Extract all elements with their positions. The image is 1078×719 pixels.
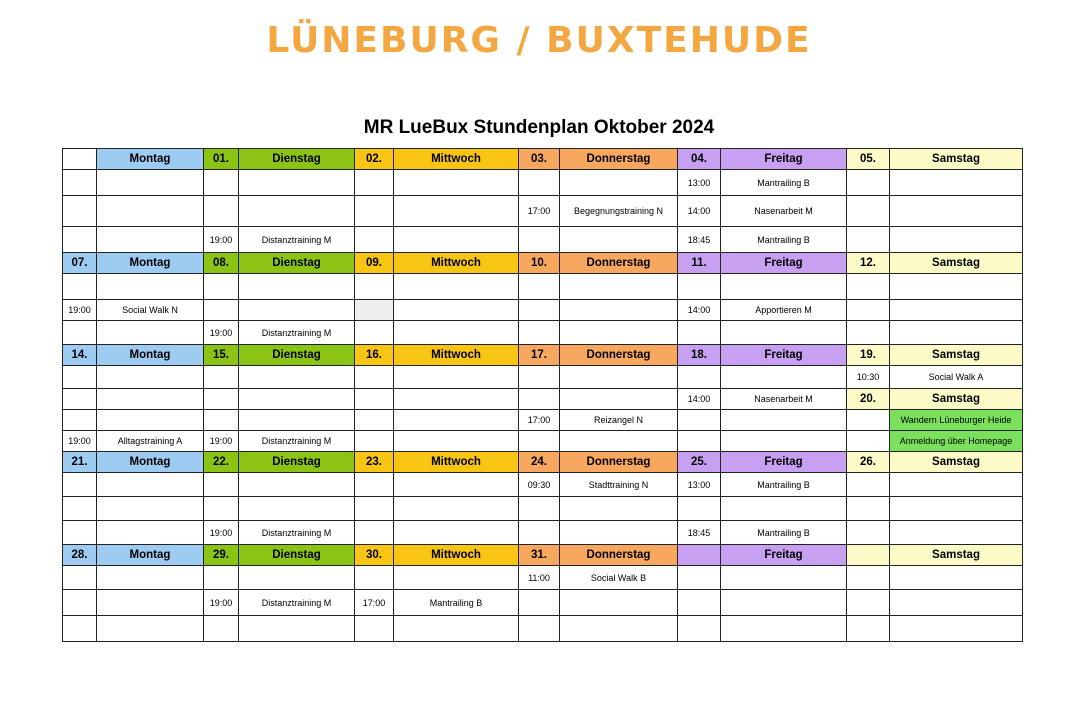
time-cell <box>63 590 97 616</box>
event-cell <box>560 431 678 452</box>
event-cell <box>890 274 1023 300</box>
table-row <box>63 300 1023 321</box>
time-cell: 11:00 <box>519 566 560 590</box>
time-cell <box>519 497 560 521</box>
time-cell <box>204 566 239 590</box>
event-cell: Mantrailing B <box>721 473 847 497</box>
event-cell <box>560 321 678 345</box>
week-header-row <box>63 345 1023 366</box>
time-cell <box>63 274 97 300</box>
time-cell <box>63 497 97 521</box>
event-cell: Reizangel N <box>560 410 678 431</box>
time-cell <box>678 366 721 389</box>
time-cell <box>355 389 394 410</box>
event-cell <box>394 274 519 300</box>
time-cell: 14:00 <box>678 196 721 227</box>
event-cell <box>239 300 355 321</box>
event-cell <box>239 616 355 642</box>
time-cell <box>847 616 890 642</box>
event-cell: Social Walk A <box>890 366 1023 389</box>
date-cell-dienstag: 01. <box>204 149 239 170</box>
event-cell <box>239 410 355 431</box>
event-cell <box>97 274 204 300</box>
time-cell <box>63 473 97 497</box>
weekday-header-samstag: Samstag <box>890 389 1023 410</box>
event-cell <box>394 389 519 410</box>
time-cell: 19:00 <box>63 431 97 452</box>
time-cell <box>847 590 890 616</box>
weekday-header-dienstag: Dienstag <box>239 253 355 274</box>
time-cell <box>63 616 97 642</box>
event-cell <box>97 473 204 497</box>
time-cell <box>847 274 890 300</box>
event-cell <box>394 431 519 452</box>
time-cell: 14:00 <box>678 300 721 321</box>
table-row <box>63 389 1023 410</box>
event-cell: Distanztraining M <box>239 431 355 452</box>
time-cell <box>847 227 890 253</box>
event-cell <box>890 321 1023 345</box>
date-cell-samstag <box>847 545 890 566</box>
event-cell: Begegnungstraining N <box>560 196 678 227</box>
time-cell <box>355 521 394 545</box>
weekday-header-samstag: Samstag <box>890 452 1023 473</box>
weekday-header-mittwoch: Mittwoch <box>394 452 519 473</box>
event-cell <box>560 521 678 545</box>
time-cell <box>355 274 394 300</box>
time-cell: 17:00 <box>519 196 560 227</box>
weekday-header-freitag: Freitag <box>721 452 847 473</box>
table-row <box>63 566 1023 590</box>
date-cell-montag: 21. <box>63 452 97 473</box>
event-cell: Distanztraining M <box>239 321 355 345</box>
event-cell <box>97 389 204 410</box>
event-cell <box>890 300 1023 321</box>
event-cell <box>890 473 1023 497</box>
time-cell <box>63 170 97 196</box>
event-cell <box>97 227 204 253</box>
event-cell: Mantrailing B <box>721 227 847 253</box>
weekday-header-donnerstag: Donnerstag <box>560 345 678 366</box>
table-row <box>63 410 1023 431</box>
time-cell <box>678 590 721 616</box>
event-cell: Wandern Lüneburger Heide <box>890 410 1023 431</box>
time-cell <box>355 170 394 196</box>
weekday-header-montag: Montag <box>97 452 204 473</box>
time-cell <box>847 521 890 545</box>
time-cell <box>678 321 721 345</box>
time-cell: 13:00 <box>678 170 721 196</box>
time-cell: 14:00 <box>678 389 721 410</box>
time-cell: 19:00 <box>204 431 239 452</box>
weekday-header-dienstag: Dienstag <box>239 545 355 566</box>
event-cell <box>890 497 1023 521</box>
weekday-header-freitag: Freitag <box>721 545 847 566</box>
table-row <box>63 521 1023 545</box>
time-cell <box>519 366 560 389</box>
time-cell <box>355 410 394 431</box>
event-cell: Distanztraining M <box>239 590 355 616</box>
time-cell <box>678 616 721 642</box>
time-cell <box>519 227 560 253</box>
time-cell <box>204 170 239 196</box>
date-cell-dienstag: 22. <box>204 452 239 473</box>
time-cell <box>847 497 890 521</box>
weekday-header-mittwoch: Mittwoch <box>394 345 519 366</box>
weekday-header-samstag: Samstag <box>890 253 1023 274</box>
time-cell <box>847 473 890 497</box>
event-cell <box>890 227 1023 253</box>
time-cell <box>678 431 721 452</box>
time-cell <box>847 170 890 196</box>
time-cell <box>678 497 721 521</box>
event-cell: Distanztraining M <box>239 227 355 253</box>
weekday-header-montag: Montag <box>97 345 204 366</box>
date-cell-montag: 07. <box>63 253 97 274</box>
time-cell <box>519 300 560 321</box>
date-cell-mittwoch: 23. <box>355 452 394 473</box>
date-cell-freitag: 18. <box>678 345 721 366</box>
date-cell-donnerstag: 03. <box>519 149 560 170</box>
time-cell <box>355 300 394 321</box>
time-cell <box>355 497 394 521</box>
time-cell <box>355 227 394 253</box>
weekday-header-donnerstag: Donnerstag <box>560 452 678 473</box>
date-cell-freitag: 04. <box>678 149 721 170</box>
time-cell: 19:00 <box>204 521 239 545</box>
time-cell <box>519 321 560 345</box>
event-cell: Mantrailing B <box>394 590 519 616</box>
time-cell: 10:30 <box>847 366 890 389</box>
event-cell <box>560 590 678 616</box>
table-row <box>63 497 1023 521</box>
event-cell <box>394 366 519 389</box>
event-cell <box>239 566 355 590</box>
time-cell <box>847 431 890 452</box>
time-cell <box>678 410 721 431</box>
table-row <box>63 616 1023 642</box>
event-cell <box>239 497 355 521</box>
event-cell <box>239 170 355 196</box>
date-cell-dienstag: 15. <box>204 345 239 366</box>
event-cell <box>721 616 847 642</box>
table-row <box>63 590 1023 616</box>
event-cell <box>721 590 847 616</box>
event-cell <box>97 321 204 345</box>
weekday-header-montag: Montag <box>97 149 204 170</box>
event-cell <box>394 497 519 521</box>
event-cell <box>890 616 1023 642</box>
date-cell-freitag: 11. <box>678 253 721 274</box>
time-cell <box>63 321 97 345</box>
time-cell <box>847 196 890 227</box>
time-cell <box>355 196 394 227</box>
event-cell <box>239 274 355 300</box>
event-cell <box>394 410 519 431</box>
event-cell <box>394 521 519 545</box>
table-row <box>63 366 1023 389</box>
date-cell-donnerstag: 17. <box>519 345 560 366</box>
date-cell-freitag: 25. <box>678 452 721 473</box>
date-cell-samstag: 20. <box>847 389 890 410</box>
date-cell-donnerstag: 31. <box>519 545 560 566</box>
time-cell <box>847 321 890 345</box>
time-cell <box>355 566 394 590</box>
time-cell <box>204 497 239 521</box>
event-cell <box>721 431 847 452</box>
table-row <box>63 431 1023 452</box>
weekday-header-freitag: Freitag <box>721 253 847 274</box>
date-cell-mittwoch: 02. <box>355 149 394 170</box>
weekday-header-samstag: Samstag <box>890 345 1023 366</box>
time-cell: 17:00 <box>355 590 394 616</box>
table-row <box>63 473 1023 497</box>
event-cell <box>394 196 519 227</box>
time-cell <box>63 566 97 590</box>
event-cell <box>560 170 678 196</box>
event-cell <box>560 227 678 253</box>
date-cell-dienstag: 08. <box>204 253 239 274</box>
brand-logo: LÜNEBURG / BUXTEHUDE <box>266 20 812 61</box>
weekday-header-montag: Montag <box>97 545 204 566</box>
time-cell: 18:45 <box>678 521 721 545</box>
time-cell: 18:45 <box>678 227 721 253</box>
time-cell: 19:00 <box>204 321 239 345</box>
time-cell <box>519 389 560 410</box>
weekday-header-samstag: Samstag <box>890 545 1023 566</box>
event-cell: Mantrailing B <box>721 170 847 196</box>
weekday-header-freitag: Freitag <box>721 345 847 366</box>
time-cell <box>63 389 97 410</box>
date-cell-montag: 28. <box>63 545 97 566</box>
event-cell <box>890 170 1023 196</box>
event-cell: Apportieren M <box>721 300 847 321</box>
event-cell: Stadttraining N <box>560 473 678 497</box>
week-header-row <box>63 253 1023 274</box>
time-cell <box>519 590 560 616</box>
table-row <box>63 321 1023 345</box>
time-cell: 19:00 <box>204 590 239 616</box>
time-cell <box>204 196 239 227</box>
event-cell <box>560 366 678 389</box>
event-cell: Mantrailing B <box>721 521 847 545</box>
event-cell <box>721 274 847 300</box>
table-row <box>63 227 1023 253</box>
week-header-row <box>63 452 1023 473</box>
event-cell: Anmeldung über Homepage <box>890 431 1023 452</box>
weekday-header-donnerstag: Donnerstag <box>560 545 678 566</box>
event-cell <box>97 410 204 431</box>
date-cell-samstag: 05. <box>847 149 890 170</box>
event-cell <box>97 590 204 616</box>
date-cell-mittwoch: 30. <box>355 545 394 566</box>
week-header-row <box>63 149 1023 170</box>
event-cell <box>890 521 1023 545</box>
time-cell <box>519 616 560 642</box>
time-cell <box>519 170 560 196</box>
event-cell: Distanztraining M <box>239 521 355 545</box>
event-cell <box>721 321 847 345</box>
time-cell <box>355 616 394 642</box>
time-cell: 19:00 <box>63 300 97 321</box>
event-cell <box>394 473 519 497</box>
event-cell: Nasenarbeit M <box>721 389 847 410</box>
event-cell: Nasenarbeit M <box>721 196 847 227</box>
week-header-row <box>63 545 1023 566</box>
date-cell-mittwoch: 09. <box>355 253 394 274</box>
time-cell <box>355 473 394 497</box>
date-cell-freitag <box>678 545 721 566</box>
event-cell <box>239 366 355 389</box>
time-cell <box>63 410 97 431</box>
time-cell <box>678 274 721 300</box>
weekday-header-freitag: Freitag <box>721 149 847 170</box>
event-cell <box>239 389 355 410</box>
event-cell <box>890 566 1023 590</box>
weekday-header-donnerstag: Donnerstag <box>560 149 678 170</box>
time-cell <box>355 431 394 452</box>
time-cell <box>63 227 97 253</box>
weekday-header-mittwoch: Mittwoch <box>394 253 519 274</box>
table-row <box>63 170 1023 196</box>
event-cell <box>721 566 847 590</box>
table-row <box>63 274 1023 300</box>
event-cell <box>890 590 1023 616</box>
event-cell <box>97 616 204 642</box>
date-cell-donnerstag: 24. <box>519 452 560 473</box>
event-cell <box>394 616 519 642</box>
event-cell <box>721 366 847 389</box>
event-cell <box>394 170 519 196</box>
event-cell <box>97 566 204 590</box>
event-cell: Social Walk B <box>560 566 678 590</box>
event-cell <box>97 196 204 227</box>
weekday-header-dienstag: Dienstag <box>239 149 355 170</box>
event-cell <box>97 170 204 196</box>
event-cell <box>721 497 847 521</box>
date-cell-montag: 14. <box>63 345 97 366</box>
time-cell <box>204 616 239 642</box>
event-cell <box>97 366 204 389</box>
event-cell: Alltagstraining A <box>97 431 204 452</box>
time-cell <box>519 521 560 545</box>
time-cell: 19:00 <box>204 227 239 253</box>
time-cell <box>847 300 890 321</box>
time-cell <box>204 274 239 300</box>
time-cell <box>519 274 560 300</box>
time-cell <box>847 410 890 431</box>
event-cell <box>560 389 678 410</box>
date-cell-donnerstag: 10. <box>519 253 560 274</box>
weekday-header-donnerstag: Donnerstag <box>560 253 678 274</box>
time-cell <box>519 431 560 452</box>
date-cell-samstag: 12. <box>847 253 890 274</box>
event-cell <box>394 321 519 345</box>
table-row <box>63 196 1023 227</box>
date-cell-mittwoch: 16. <box>355 345 394 366</box>
time-cell <box>847 566 890 590</box>
time-cell <box>63 521 97 545</box>
time-cell <box>355 321 394 345</box>
weekday-header-samstag: Samstag <box>890 149 1023 170</box>
event-cell <box>97 521 204 545</box>
weekday-header-dienstag: Dienstag <box>239 345 355 366</box>
time-cell: 09:30 <box>519 473 560 497</box>
time-cell: 13:00 <box>678 473 721 497</box>
date-cell-samstag: 19. <box>847 345 890 366</box>
event-cell: Social Walk N <box>97 300 204 321</box>
time-cell <box>63 366 97 389</box>
time-cell <box>355 366 394 389</box>
event-cell <box>560 616 678 642</box>
time-cell <box>204 473 239 497</box>
time-cell <box>204 300 239 321</box>
time-cell <box>204 389 239 410</box>
event-cell <box>890 196 1023 227</box>
time-cell <box>204 366 239 389</box>
weekday-header-montag: Montag <box>97 253 204 274</box>
time-cell: 17:00 <box>519 410 560 431</box>
schedule-table <box>62 148 1023 642</box>
event-cell <box>394 566 519 590</box>
event-cell <box>560 497 678 521</box>
event-cell <box>97 497 204 521</box>
event-cell <box>394 227 519 253</box>
weekday-header-mittwoch: Mittwoch <box>394 149 519 170</box>
weekday-header-dienstag: Dienstag <box>239 452 355 473</box>
event-cell <box>560 274 678 300</box>
event-cell <box>239 196 355 227</box>
time-cell <box>63 196 97 227</box>
time-cell <box>204 410 239 431</box>
event-cell <box>721 410 847 431</box>
weekday-header-mittwoch: Mittwoch <box>394 545 519 566</box>
date-cell-montag <box>63 149 97 170</box>
time-cell <box>678 566 721 590</box>
event-cell <box>239 473 355 497</box>
event-cell <box>394 300 519 321</box>
date-cell-dienstag: 29. <box>204 545 239 566</box>
event-cell <box>560 300 678 321</box>
page-title: MR LueBux Stundenplan Oktober 2024 <box>363 117 715 138</box>
date-cell-samstag: 26. <box>847 452 890 473</box>
